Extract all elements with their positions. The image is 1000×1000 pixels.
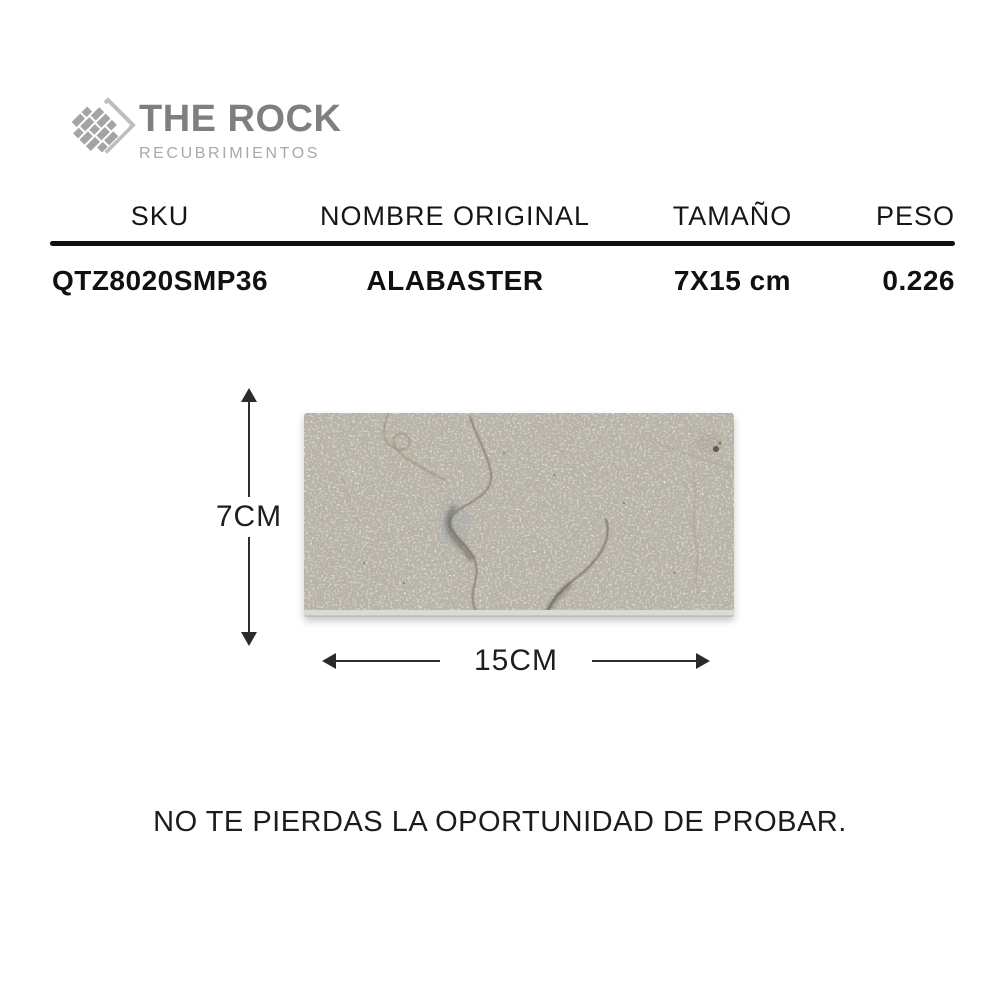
cell-sku: QTZ8020SMP36 [51,265,269,296]
arrow-down-icon [241,632,257,646]
height-dimension [215,388,283,646]
table-divider [50,241,955,246]
width-dimension [322,645,710,677]
cell-nombre-original: ALABASTER [366,265,544,296]
cell-tamano: 7X15 cm [673,265,792,296]
tagline: NO TE PIERDAS LA OPORTUNIDAD DE PROBAR. [153,806,847,838]
height-label: 7CM [215,500,283,533]
arrow-right-icon [696,653,710,669]
brand-name: THE ROCK [139,98,342,140]
table-row [50,265,955,297]
dimension-line [248,402,250,497]
dimension-line [592,660,696,662]
brand-subtitle: RECUBRIMIENTOS [139,145,321,162]
dimension-line [336,660,440,662]
arrow-left-icon [322,653,336,669]
column-header-sku: SKU [130,201,190,231]
table-header-row [50,201,955,232]
brand-text [139,100,341,163]
column-header-peso: PESO [875,201,955,231]
arrow-up-icon [241,388,257,402]
width-label: 15CM [473,644,559,677]
mosaic-diamond-icon [59,90,137,166]
spec-table [50,201,955,297]
product-image [304,413,734,617]
column-header-nombre-original: NOMBRE ORIGINAL [319,201,591,231]
brand-logo [59,90,341,166]
column-header-tamano: TAMAÑO [672,201,793,231]
dimension-line [248,537,250,632]
cell-peso: 0.226 [882,265,955,296]
